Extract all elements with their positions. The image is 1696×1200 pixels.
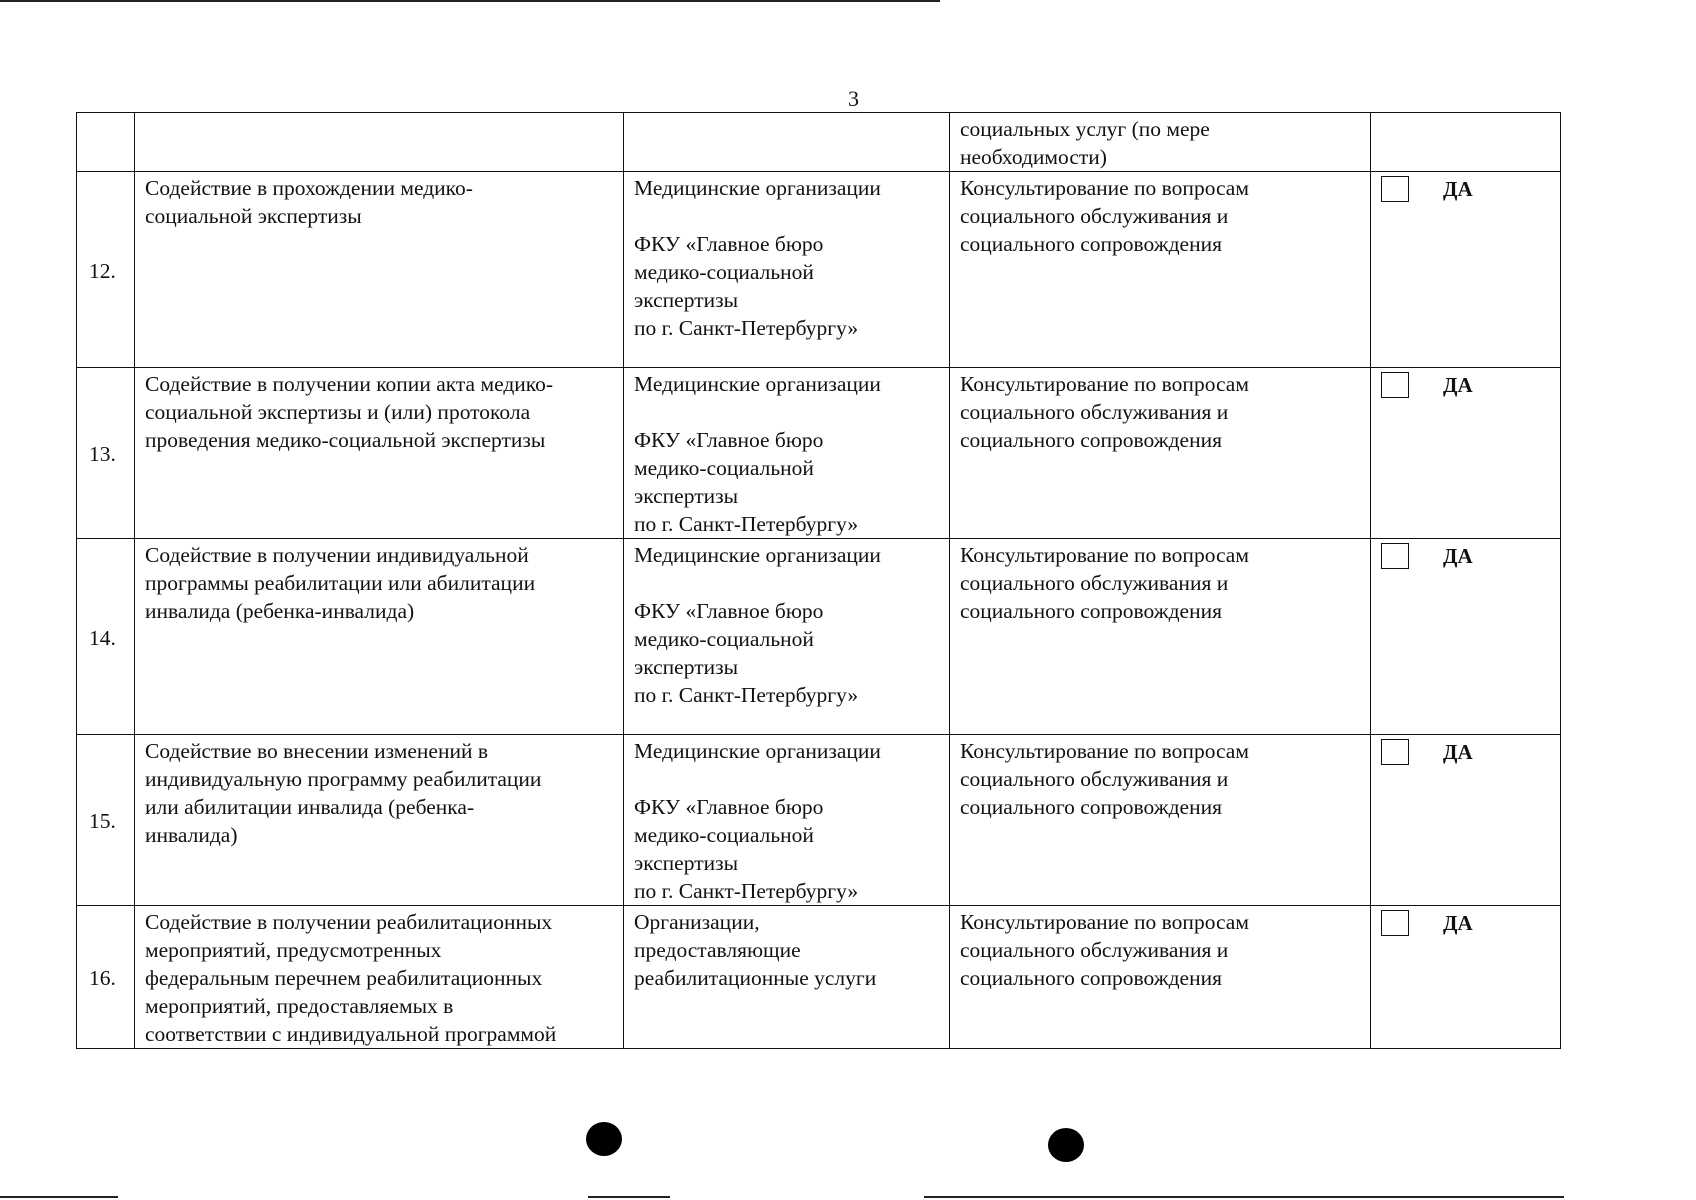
table-row <box>77 735 1561 906</box>
table-row-continuation <box>77 113 1561 172</box>
scan-edge-bottom <box>924 1196 1564 1198</box>
mark-cell <box>1371 368 1561 539</box>
organizations-cell: Медицинские организации ФКУ «Главное бюро медико-социальной экспертизы по г. Санкт-Петербургу» <box>624 172 950 368</box>
hole-punch-mark <box>586 1122 622 1156</box>
consultation-cell: социальных услуг (по мере необходимости) <box>950 113 1371 172</box>
row-number: 14. <box>77 539 135 735</box>
organizations-cell: Медицинские организации ФКУ «Главное бюро медико-социальной экспертизы по г. Санкт-Петербургу» <box>624 539 950 735</box>
agreement-checkbox[interactable] <box>1381 739 1409 765</box>
agreement-checkbox[interactable] <box>1381 543 1409 569</box>
organizations-cell: Медицинские организации ФКУ «Главное бюро медико-социальной экспертизы по г. Санкт-Петербургу» <box>624 368 950 539</box>
table-row <box>77 172 1561 368</box>
row-number: 12. <box>77 172 135 368</box>
consultation-cell: Консультирование по вопросам социального обслуживания и социального сопровождения <box>950 368 1371 539</box>
yes-label: ДА <box>1443 911 1473 935</box>
scan-edge-bottom <box>0 1196 118 1198</box>
service-cell: Содействие в прохождении медико- социальной экспертизы <box>135 172 624 368</box>
consultation-cell: Консультирование по вопросам социального обслуживания и социального сопровождения <box>950 172 1371 368</box>
organizations-cell: Медицинские организации ФКУ «Главное бюро медико-социальной экспертизы по г. Санкт-Петербургу» <box>624 735 950 906</box>
mark-cell <box>1371 539 1561 735</box>
consultation-cell: Консультирование по вопросам социального обслуживания и социального сопровождения <box>950 539 1371 735</box>
service-cell: Содействие в получении копии акта медико- социальной экспертизы и (или) протокола проведения медико-социальной экспертизы <box>135 368 624 539</box>
yes-label: ДА <box>1443 177 1473 201</box>
yes-label: ДА <box>1443 740 1473 764</box>
organizations-cell <box>624 113 950 172</box>
consultation-cell: Консультирование по вопросам социального обслуживания и социального сопровождения <box>950 735 1371 906</box>
service-cell: Содействие в получении реабилитационных мероприятий, предусмотренных федеральным перечнем реабилитационных мероприятий, предоставляемых в соответствии с индивидуальной программой <box>135 906 624 1049</box>
hole-punch-mark <box>1048 1128 1084 1162</box>
row-number: 15. <box>77 735 135 906</box>
agreement-checkbox[interactable] <box>1381 176 1409 202</box>
agreement-checkbox[interactable] <box>1381 910 1409 936</box>
mark-cell <box>1371 113 1561 172</box>
page-number: 3 <box>848 86 859 111</box>
scan-edge-bottom <box>588 1196 670 1198</box>
row-number: 16. <box>77 906 135 1049</box>
table-row <box>77 368 1561 539</box>
scan-edge-top <box>0 0 940 2</box>
mark-cell <box>1371 172 1561 368</box>
service-cell: Содействие в получении индивидуальной программы реабилитации или абилитации инвалида (ребенка-инвалида) <box>135 539 624 735</box>
yes-label: ДА <box>1443 544 1473 568</box>
yes-label: ДА <box>1443 373 1473 397</box>
service-cell <box>135 113 624 172</box>
services-table <box>76 112 1561 1049</box>
consultation-cell: Консультирование по вопросам социального обслуживания и социального сопровождения <box>950 906 1371 1049</box>
row-number <box>77 113 135 172</box>
row-number: 13. <box>77 368 135 539</box>
mark-cell <box>1371 735 1561 906</box>
table-row <box>77 539 1561 735</box>
table-row <box>77 906 1561 1049</box>
agreement-checkbox[interactable] <box>1381 372 1409 398</box>
mark-cell <box>1371 906 1561 1049</box>
service-cell: Содействие во внесении изменений в индивидуальную программу реабилитации или абилитации инвалида (ребенка- инвалида) <box>135 735 624 906</box>
organizations-cell: Организации, предоставляющие реабилитационные услуги <box>624 906 950 1049</box>
